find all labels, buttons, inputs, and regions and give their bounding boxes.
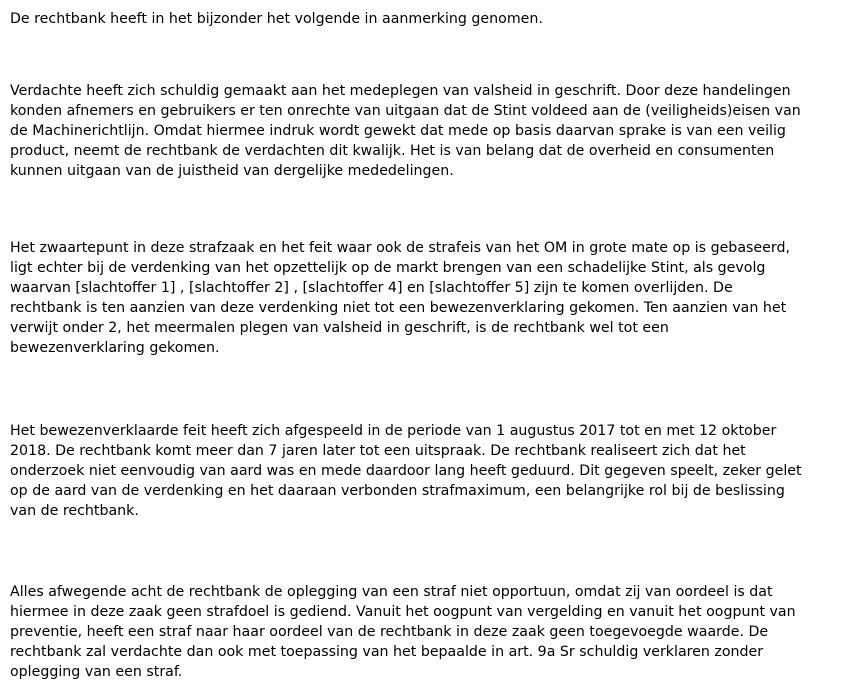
paragraph-line: preventie, heeft een straf naar haar oordeel van de rechtbank in deze zaak geen toegevoegde waarde. De — [10, 624, 769, 640]
paragraph-line: Verdachte heeft zich schuldig gemaakt aan het medeplegen van valsheid in geschrift. Door deze handelingen — [10, 83, 791, 99]
intro-line: De rechtbank heeft in het bijzonder het volgende in aanmerking genomen. — [10, 11, 543, 27]
paragraph-line: bewezenverklaring gekomen. — [10, 340, 220, 356]
paragraph-line: hiermee in deze zaak geen strafdoel is gediend. Vanuit het oogpunt van vergelding en vanuit het oogpunt van — [10, 604, 796, 620]
intro-paragraph — [10, 9, 850, 29]
paragraph-line: rechtbank is ten aanzien van deze verdenking niet tot een bewezenverklaring gekomen. Ten aanzien van het — [10, 300, 787, 316]
paragraph-line: onderzoek niet eenvoudig van aard was en mede daardoor lang heeft geduurd. Dit gegeven speelt, zeker gelet — [10, 463, 802, 479]
paragraph-valsheid — [10, 81, 850, 181]
paragraph-line: ligt echter bij de verdenking van het opzettelijk op de markt brengen van een schadelijke Stint, als gevolg — [10, 260, 766, 276]
paragraph-line: de Machinerichtlijn. Omdat hiermee indruk wordt gewekt dat mede op basis daarvan sprake is van een veilig — [10, 123, 786, 139]
paragraph-line: Het zwaartepunt in deze strafzaak en het feit waar ook de strafeis van het OM in grote mate op is gebaseerd, — [10, 240, 790, 256]
paragraph-line: konden afnemers en gebruikers er ten onrechte van uitgaan dat de Stint voldeed aan de (veiligheids)eisen van — [10, 103, 801, 119]
paragraph-line: van de rechtbank. — [10, 503, 139, 519]
paragraph-zwaartepunt — [10, 238, 850, 358]
paragraph-line: Het bewezenverklaarde feit heeft zich afgespeeld in de periode van 1 augustus 2017 tot en met 12 oktober — [10, 423, 777, 439]
paragraph-line: op de aard van de verdenking en het daaraan verbonden strafmaximum, een belangrijke rol bij de beslissing — [10, 483, 785, 499]
paragraph-line: waarvan [slachtoffer 1] , [slachtoffer 2] , [slachtoffer 4] en [slachtoffer 5] zijn te komen overlijden. De — [10, 280, 733, 296]
paragraph-tijdsverloop — [10, 421, 850, 521]
paragraph-line: 2018. De rechtbank komt meer dan 7 jaren later tot een uitspraak. De rechtbank realiseert zich dat het — [10, 443, 746, 459]
paragraph-line: Alles afwegende acht de rechtbank de oplegging van een straf niet opportuun, omdat zij van oordeel is dat — [10, 584, 773, 600]
paragraph-line: kunnen uitgaan van de juistheid van dergelijke mededelingen. — [10, 163, 454, 179]
paragraph-line: oplegging van een straf. — [10, 664, 183, 680]
paragraph-line: product, neemt de rechtbank de verdachten dit kwalijk. Het is van belang dat de overheid en consumenten — [10, 143, 775, 159]
paragraph-afweging — [10, 582, 850, 682]
paragraph-line: verwijt onder 2, het meermalen plegen van valsheid in geschrift, is de rechtbank wel tot een — [10, 320, 669, 336]
paragraph-line: rechtbank zal verdachte dan ook met toepassing van het bepaalde in art. 9a Sr schuldig verklaren zonder — [10, 644, 764, 660]
